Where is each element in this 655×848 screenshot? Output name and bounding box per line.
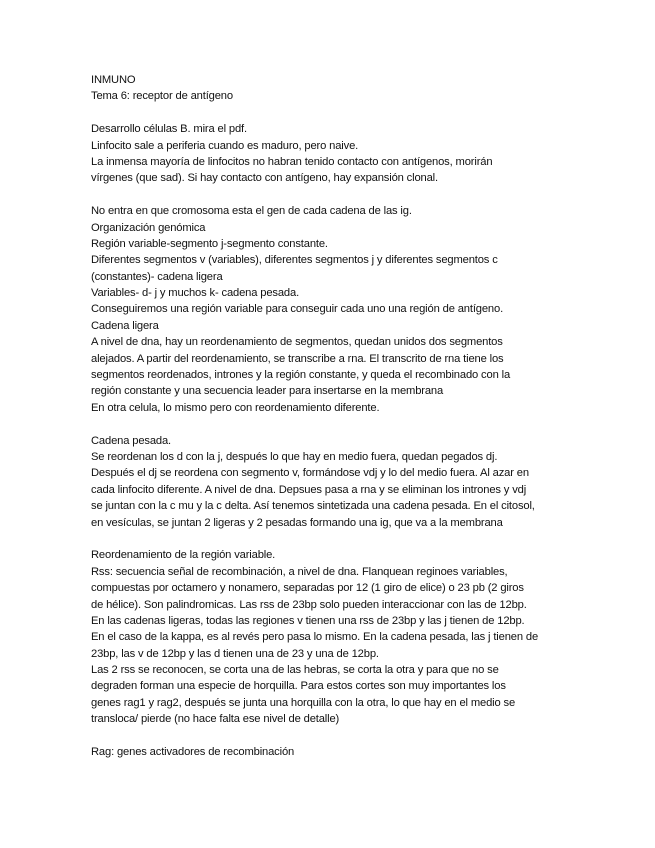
text-line: Desarrollo células B. mira el pdf. (91, 123, 247, 136)
text-line: región constante y una secuencia leader para insertarse en la membrana (91, 385, 444, 398)
blank-line (91, 187, 561, 203)
text-line: segmentos reordenados, intrones y la región constante, y queda el recombinado con la (91, 369, 511, 382)
text-line: Rss: secuencia señal de recombinación, a nivel de dna. Flanquean reginoes variables, (91, 565, 508, 578)
text-line: degraden forman una especie de horquilla. Para estos cortes son muy importantes los (91, 680, 506, 693)
text-line: A nivel de dna, hay un reordenamiento de segmentos, quedan unidos dos segmentos (91, 336, 503, 349)
blank-line (91, 531, 561, 547)
text-line: Variables- d- j y muchos k- cadena pesada. (91, 287, 300, 300)
text-line: en vesículas, se juntan 2 ligeras y 2 pesadas formando una ig, que va a la membrana (91, 516, 503, 529)
text-line: Linfocito sale a periferia cuando es maduro, pero naive. (91, 139, 359, 152)
text-line: 23bp, las v de 12bp y las d tienen una de 23 y una de 12bp. (91, 647, 379, 660)
text-line: Cadena ligera (91, 319, 159, 332)
text-line: Organización genómica (91, 221, 206, 234)
text-line: Reordenamiento de la región variable. (91, 549, 276, 562)
blank-line (91, 105, 561, 121)
text-line: de hélice). Son palindromicas. Las rss de 23bp solo pueden interaccionar con las de 12bp. (91, 598, 527, 611)
blank-line (91, 416, 561, 432)
text-line: transloca/ pierde (no hace falta ese nivel de detalle) (91, 713, 340, 726)
text-line: vírgenes (que sad). Si hay contacto con antígeno, hay expansión clonal. (91, 172, 438, 185)
text-line: compuestas por octamero y nonamero, separadas por 12 (1 giro de elice) o 23 pb (2 giros (91, 582, 524, 595)
text-line: se juntan con la c mu y la c delta. Así tenemos sintetizada una cadena pesada. En el citosol, (91, 500, 535, 513)
text-line: Región variable-segmento j-segmento constante. (91, 237, 328, 250)
text-line: Conseguiremos una región variable para conseguir cada uno una región de antígeno. (91, 303, 504, 316)
text-line: No entra en que cromosoma esta el gen de cada cadena de las ig. (91, 205, 412, 218)
blank-line (91, 728, 561, 744)
text-line: La inmensa mayoría de linfocitos no habran tenido contacto con antígenos, morirán (91, 155, 493, 168)
text-line: genes rag1 y rag2, después se junta una horquilla con la otra, lo que hay en el medio se (91, 696, 516, 709)
text-line: Después el dj se reordena con segmento v, formándose vdj y lo del medio fuera. Al azar en (91, 467, 529, 480)
document-title: INMUNO (91, 74, 136, 86)
text-line: Las 2 rss se reconocen, se corta una de las hebras, se corta la otra y para que no se (91, 664, 499, 677)
text-line: En otra celula, lo mismo pero con reordenamiento diferente. (91, 401, 380, 414)
text-line: Se reordenan los d con la j, después lo que hay en medio fuera, quedan pegados dj. (91, 450, 498, 463)
text-line: cada linfocito diferente. A nivel de dna. Depsues pasa a rna y se eliminan los intrones y vdj (91, 483, 527, 496)
text-line: (constantes)- cadena ligera (91, 270, 223, 283)
document-subtitle: Tema 6: receptor de antígeno (91, 90, 233, 103)
text-line: Rag: genes activadores de recombinación (91, 746, 295, 759)
text-line: En las cadenas ligeras, todas las regiones v tienen una rss de 23bp y las j tienen de 12bp. (91, 614, 525, 627)
text-line: Cadena pesada. (91, 434, 172, 447)
text-line: Diferentes segmentos v (variables), diferentes segmentos j y diferentes segmentos c (91, 254, 498, 267)
text-line: En el caso de la kappa, es al revés pero pasa lo mismo. En la cadena pesada, las j tienen de (91, 631, 539, 644)
document-body (91, 72, 561, 760)
text-line: alejados. A partir del reordenamiento, se transcribe a rna. El transcrito de rna tiene los (91, 352, 504, 365)
